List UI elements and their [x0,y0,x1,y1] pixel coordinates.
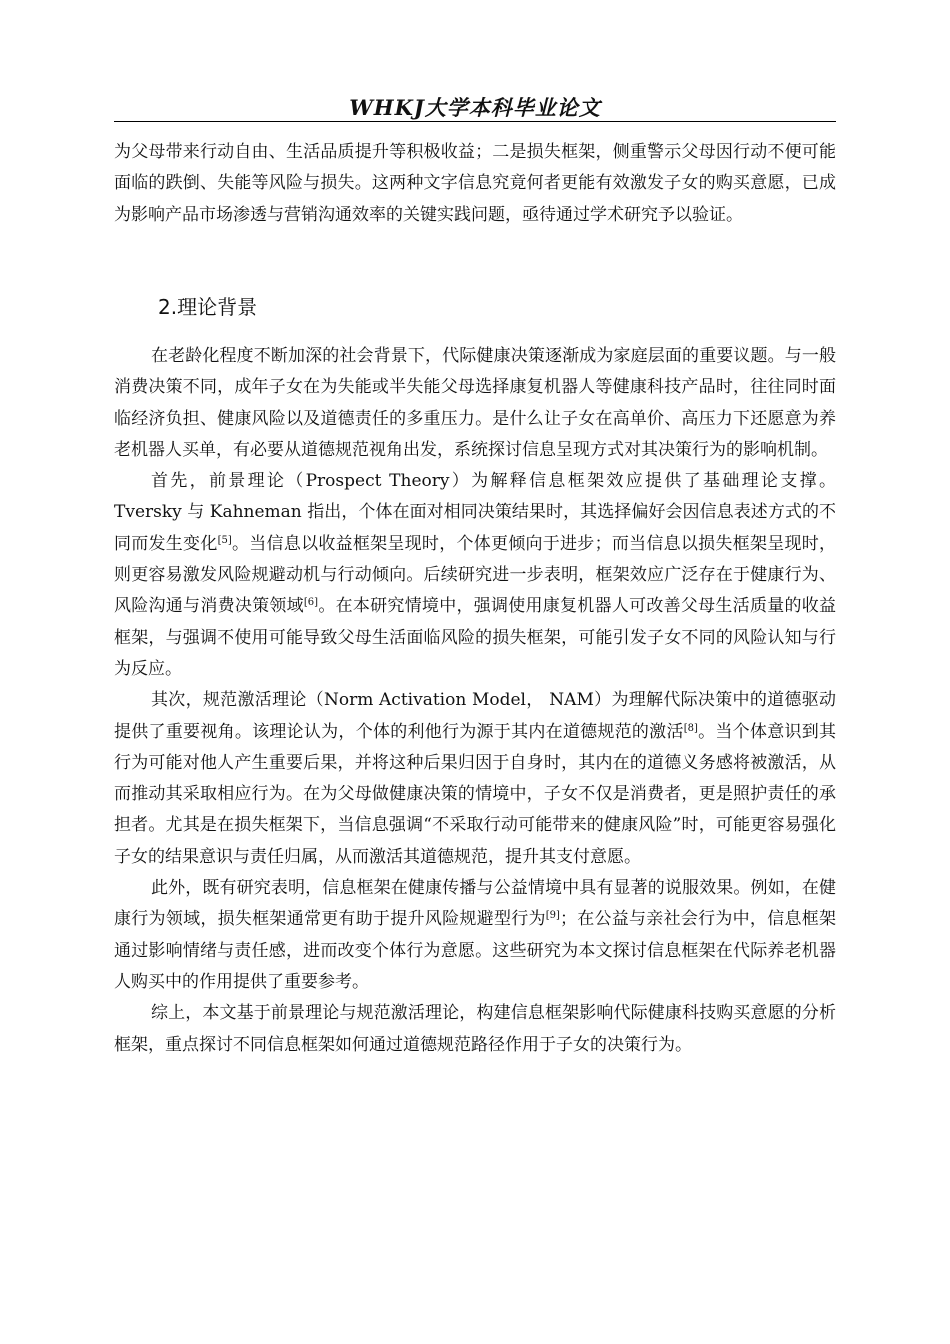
running-header: WHKJ大学本科毕业论文 [349,95,601,120]
paragraph-framing-research [114,873,836,998]
paragraph-text: 。当个体意识到其行为可能对他人产生重要后果，并将这种后果归因于自身时，其内在的道德义务感将被激活，从而推动其采取相应行为。在为父母做健康决策的情境中，子女不仅是消费者，更是照护责任的承担者。尤其是在损失框架下，当信息强调“不采取行动可能带来的健康风险”时，可能更容易强化子女的结果意识与责任归属，从而激活其道德规范，提升其支付意愿。 [114,721,837,867]
paragraph-text: 其次，规范激活理论（Norm Activation Model， NAM）为理解代际决策中的道德驱动提供了重要视角。该理论认为，个体的利他行为源于其内在道德规范的激活 [114,690,836,742]
citation-8: [8] [683,722,698,734]
paragraph-text: 此外，既有研究表明，信息框架在健康传播与公益情境中具有显著的说服效果。例如，在健康行为领域，损失框架通常更有助于提升风险规避型行为 [114,878,836,930]
intro-paragraph: 为父母带来行动自由、生活品质提升等积极收益；二是损失框架，侧重警示父母因行动不便可能面临的跌倒、失能等风险与损失。这两种文字信息究竟何者更能有效激发子女的购买意愿，已成为影响产品市场渗透与营销沟通效率的关键实践问题，亟待通过学术研究予以验证。 [114,142,836,225]
paragraph-text: ；在公益与亲社会行为中，信息框架通过影响情绪与责任感，进而改变个体行为意愿。这些研究为本文探讨信息框架在代际养老机器人购买中的作用提供了重要参考。 [114,909,837,992]
section-body [114,341,836,1061]
header-rule [114,121,836,122]
paragraph-text: 。当信息以收益框架呈现时，个体更倾向于进步；而当信息以损失框架呈现时，则更容易激发风险规避动机与行动倾向。后续研究进一步表明，框架效应广泛存在于健康行为、风险沟通与消费决策领域 [114,533,837,617]
paragraph-prospect-theory [114,466,836,685]
paragraph-aging-context: 在老龄化程度不断加深的社会背景下，代际健康决策逐渐成为家庭层面的重要议题。与一般消费决策不同，成年子女在为失能或半失能父母选择康复机器人等健康科技产品时，往往同时面临经济负担、健康风险以及道德责任的多重压力。是什么让子女在高单价、高压力下还愿意为养老机器人买单，有必要从道德规范视角出发，系统探讨信息呈现方式对其决策行为的影响机制。 [114,346,836,460]
paragraph-text: 首先，前景理论（Prospect Theory）为解释信息框架效应提供了基础理论支撑。Tversky 与 Kahneman 指出，个体在面对相同决策结果时，其选择偏好会因信息表述方式的不同而发生变化 [114,471,836,554]
paragraph-text: 。在本研究情境中，强调使用康复机器人可改善父母生活质量的收益框架，与强调不使用可能导致父母生活面临风险的损失框架，可能引发子女不同的风险认知与行为反应。 [114,596,836,679]
paragraph-summary: 综上，本文基于前景理论与规范激活理论，构建信息框架影响代际健康科技购买意愿的分析框架，重点探讨不同信息框架如何通过道德规范路径作用于子女的决策行为。 [114,1003,836,1055]
citation-6: [6] [303,597,319,609]
citation-5: [5] [217,534,232,546]
section-heading: 2.理论背景 [158,295,258,319]
citation-9: [9] [545,910,560,922]
intro-block [114,137,836,231]
paragraph-norm-activation [114,685,836,873]
